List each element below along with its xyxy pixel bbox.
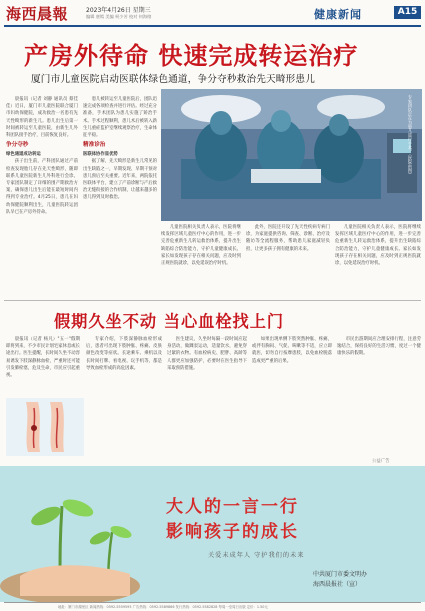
article-2-column-5 (337, 336, 421, 456)
ad-sponsor-2: 海西晨报社（宣） (313, 581, 362, 588)
article-1-column-2 (83, 96, 157, 298)
section-name: 健康新闻 (314, 8, 362, 21)
blood-clot-illustration (6, 398, 84, 456)
article-1-headline[interactable]: 产房外待命 快速完成转运治疗 (24, 42, 359, 70)
article-2-column-4 (252, 336, 332, 456)
photo-caption: 专家团队正在为患儿进行手术。（医院供图） (408, 95, 413, 177)
ad-label: 公益广告 (372, 459, 390, 464)
article-1-kicker-1-sub: 绿色通道成功转运 (6, 152, 41, 158)
article-2-column-2 (86, 336, 162, 456)
page-footer (0, 603, 425, 611)
article-2-body-3: 医生建议，久坐时每隔一段时间应起身活动，做踝泵运动，适量饮水，避免穿过紧的衣物。有血栓病史、肥胖、高龄等人群更应加强防护，必要时在医生指导下采取预防措施。 (167, 337, 247, 371)
article-1-body-5: 儿童医院相关负责人表示，医院将继续发挥区域儿童医疗中心的作用，进一步完善危重新生儿转运救治体系，提升出生缺陷综合防治能力，守护儿童健康成长。家长如发现孩子存在相关问题，应及时到正规医院就诊，以免延误治疗时机。 (335, 225, 421, 267)
surgery-scene-illustration (161, 89, 422, 221)
article-2-body-4: 如果出现单侧下肢突然肿胀、疼痛，或伴有胸闷、气促、咳嗽等不适，应立即就医，切勿自行按摩患肢，以免血栓脱落造成更严重的后果。 (252, 337, 332, 364)
article-2-body-1: 晨报讯（记者 杨凡）"五一"假期即将到来，不少市民计划宅家休息或长途出行。医生提醒，长时间久坐不动容易诱发下肢深静脉血栓，严重时还可能引发肺栓塞，危及生命，市民应引起重视。 (6, 337, 80, 379)
editor-credits: 编辑 唐嫣 美编 柯少芳 校对 何海榕 (86, 14, 152, 19)
surgery-photo (161, 89, 422, 221)
article-1-kicker-2: 精准诊治 (83, 142, 106, 149)
article-1-body-4: 此外，医院还开设了先天性疾病专病门诊，为家庭提供咨询、筛查、诊断、治疗及随访等全流程服务，帮助患儿家庭减轻负担，让更多孩子拥有健康的未来。 (246, 225, 330, 252)
article-2-column-3 (167, 336, 247, 456)
article-1-body-2a: 患儿被转运至儿童医院后，团队迅速完成各项检查并进行评估。经过充分准备，手术团队为患儿实施了矫治手术。手术过程顺利，患儿术后被转入新生儿重症监护室继续观察治疗，生命体征平稳。 (83, 97, 157, 139)
article-1-column-4 (246, 224, 330, 298)
issue-date: 2023年4月26日 星期三 (86, 7, 151, 14)
article-1-subheadline: 厦门市儿童医院启动医联体绿色通道，争分夺秒救治先天畸形患儿 (31, 74, 316, 85)
public-service-ad[interactable] (0, 466, 425, 602)
article-1-column-1 (6, 96, 78, 298)
ad-title-line-1: 大人的一言一行 (166, 497, 299, 517)
article-1-body-2b: 据了解，先天畸形是新生儿常见的出生缺陷之一，早期发现、早期干预对患儿预后至关重要。近年来，两院依托医联体平台，建立了产前诊断与产后救治无缝衔接的合作机制，让越来越多的患儿得到及时救治。 (83, 159, 157, 201)
masthead-rule (4, 25, 421, 27)
article-1-kicker-1: 争分夺秒 (6, 142, 29, 149)
article-1-body-1: 孩子出生前，产科团队通过产前检查发现胎儿存在先天性畸形，随即联系儿童医院新生儿外科进行会诊。专家团队制定了详细的围产期救治方案，确保患儿出生后能在最短时间内得到专业治疗。4月25日，患儿在妇幼保健院顺利出生，儿童医院转运团队早已在产房外待命。 (6, 159, 78, 215)
article-1-kicker-2-sub: 医联体协作显优势 (83, 152, 118, 158)
article-1-column-3 (161, 224, 241, 298)
article-2-column-1 (6, 336, 80, 396)
masthead (0, 0, 425, 26)
article-2-headline[interactable]: 假期久坐不动 当心血栓找上门 (54, 312, 285, 331)
ad-sponsor-1: 中共厦门市委文明办 (313, 571, 368, 578)
article-1-column-5 (335, 224, 421, 298)
page-number-badge: A15 (394, 6, 421, 19)
legs-illustration (6, 398, 84, 456)
ad-slogan: 关爱未成年人 守护我们的未来 (208, 552, 305, 559)
ad-title-line-2: 影响孩子的成长 (166, 522, 299, 542)
article-1-body-3: 儿童医院相关负责人表示，医院将继续发挥区域儿童医疗中心的作用，进一步完善危重新生儿转运救治体系，提升出生缺陷综合防治能力，守护儿童健康成长。家长如发现孩子存在相关问题，应及时到正规医院就诊，以免延误治疗时机。 (161, 225, 241, 267)
footer-contact-info: 地址：厦门市湖里区 新闻热线：0592-5559595 广告热线：0592-5589866 发行热线：0592-5582828 每周一至周日出版 定价：1.50元 (58, 605, 268, 609)
newspaper-logo: 海西晨報 (6, 5, 69, 23)
article-2-body-2: 专家介绍，下肢深静脉血栓形成后，患者可出现下肢肿胀、疼痛、皮肤颜色改变等症状。长途乘车、乘机以及长时间打牌、看电视、玩手机等，都是导致血栓形成的高危因素。 (86, 337, 162, 371)
article-divider (4, 300, 421, 301)
seedling-hands-illustration (0, 466, 160, 602)
article-2-body-5: 市民出游期间应合理安排行程，注意劳逸结合，保持良好的生活习惯，度过一个健康快乐的假期。 (337, 337, 421, 357)
article-1-intro: 晨报讯（记者 刘静 通讯员 蔡佳佳）近日，厦门市儿童医院联合厦门市妇幼保健院，成功救治一名患有先天性畸形的新生儿。患儿出生后第一时间被转运至儿童医院，由新生儿外科团队接手治疗，目前恢复良好。 (6, 97, 78, 139)
